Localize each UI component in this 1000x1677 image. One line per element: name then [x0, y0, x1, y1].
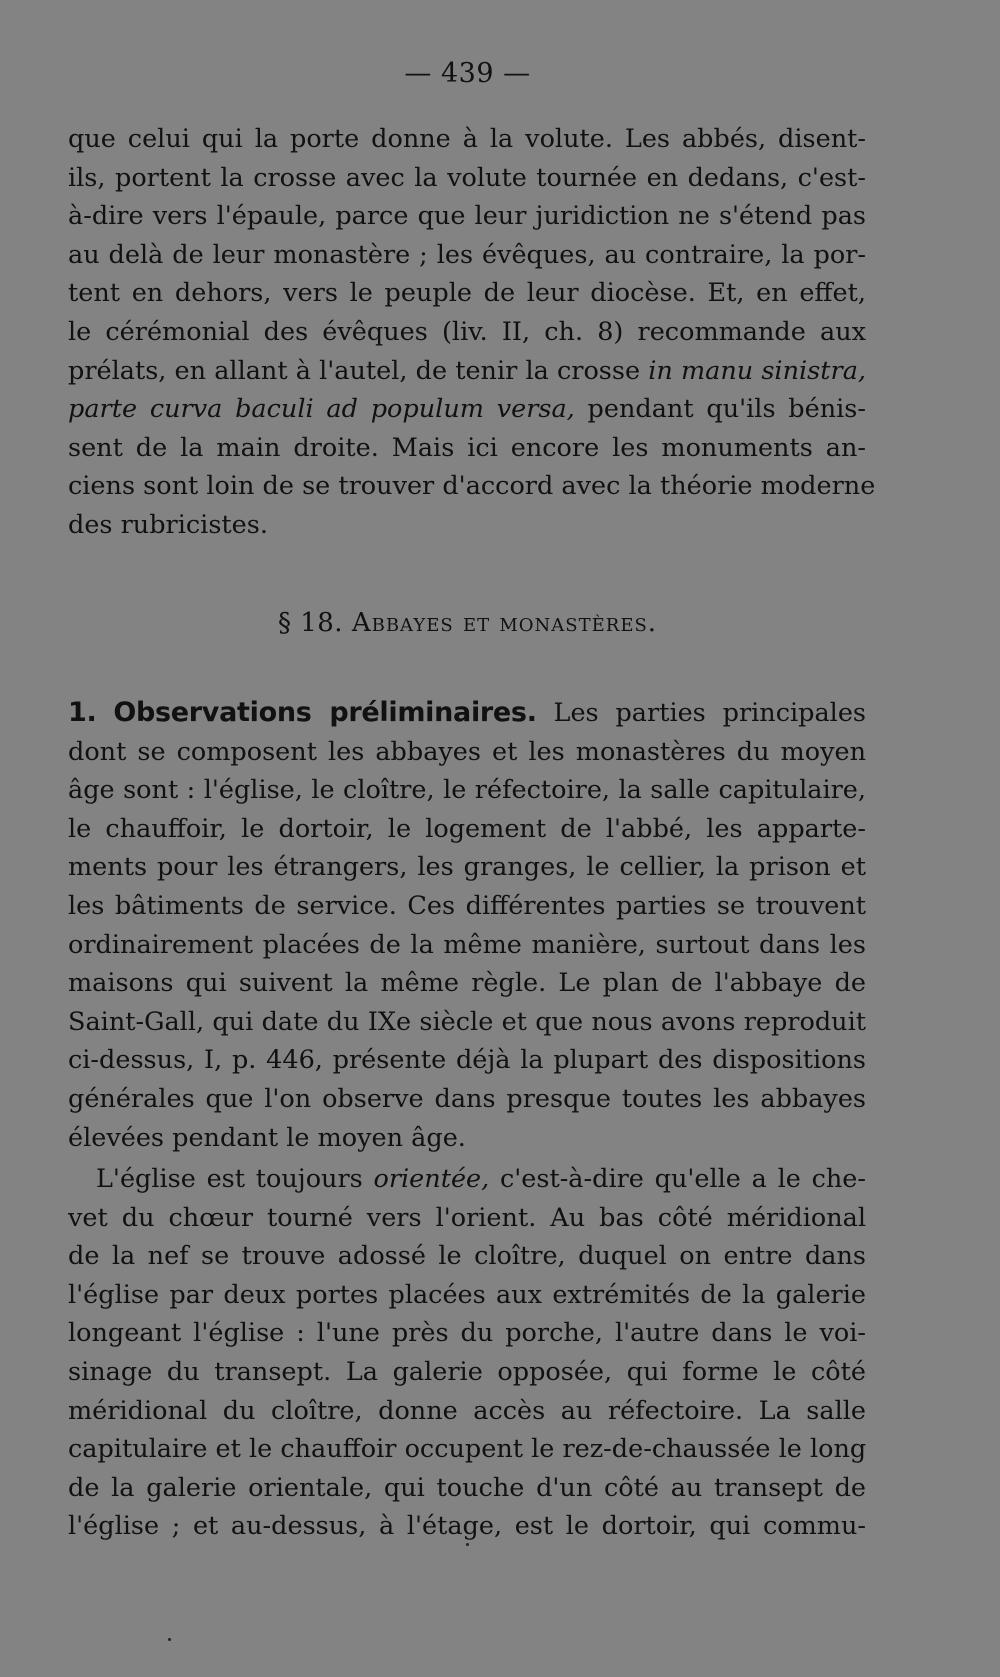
text-line: ments pour les étrangers, les granges, le cellier, la prison et	[68, 852, 866, 883]
text-line	[68, 352, 866, 391]
text-line: sent de la main droite. Mais ici encore les monuments an-	[68, 432, 866, 463]
text-line	[68, 694, 866, 733]
section-number: § 18.	[277, 608, 344, 638]
text-line: le chauffoir, le dortoir, le logement de l'abbé, les apparte-	[68, 813, 866, 844]
text-run: pendant qu'ils bénis-	[574, 394, 866, 425]
text-line: méridional du cloître, donne accès au réfectoire. La salle	[68, 1395, 866, 1426]
text-line: tent en dehors, vers le peuple de leur diocèse. Et, en effet,	[68, 278, 866, 309]
paragraph-eglise	[68, 1160, 866, 1546]
text-line	[68, 1160, 866, 1199]
text-line: de la galerie orientale, qui touche d'un côté au transept de	[68, 1472, 866, 1503]
text-line: maisons qui suivent la même règle. Le plan de l'abbaye de	[68, 968, 866, 999]
page-number: — 439 —	[404, 58, 531, 89]
paragraph-crosse	[68, 120, 876, 545]
subheading-number: 1.	[68, 697, 97, 728]
text-line: ci-dessus, I, p. 446, présente déjà la plupart des dispositions	[68, 1045, 866, 1076]
text-line: ils, portent la crosse avec la volute tournée en dedans, c'est-	[68, 162, 866, 193]
text-line: de la nef se trouve adossé le cloître, duquel on entre dans	[68, 1241, 866, 1272]
text-run: c'est-à-dire qu'elle a le che-	[489, 1164, 866, 1194]
text-line: ciens sont loin de se trouver d'accord avec la théorie moderne	[68, 471, 876, 502]
text-line: dont se composent les abbayes et les monastères du moyen	[68, 736, 866, 767]
text-line: vet du chœur tourné vers l'orient. Au bas côté méridional	[68, 1202, 866, 1233]
text-line: l'église ; et au-dessus, à l'étage, est le dortoir, qui commu-	[68, 1511, 866, 1542]
text-line: à-dire vers l'épaule, parce que leur juridiction ne s'étend pas	[68, 201, 866, 232]
ink-speck	[168, 1638, 171, 1641]
text-line: les bâtiments de service. Ces différentes parties se trouvent	[68, 890, 866, 921]
text-run: L'église est toujours	[96, 1164, 374, 1194]
text-run: prélats, en allant à l'autel, de tenir la crosse	[68, 355, 649, 386]
text-line: des rubricistes.	[68, 509, 268, 540]
text-line: le cérémonial des évêques (liv. II, ch. 8) recommande aux	[68, 316, 866, 347]
text-line: sinage du transept. La galerie opposée, qui forme le côté	[68, 1356, 866, 1387]
text-line: que celui qui la porte donne à la volute. Les abbés, disent-	[68, 124, 866, 154]
text-line: l'église par deux portes placées aux extrémités de la galerie	[68, 1279, 866, 1310]
text-line: élevées pendant le moyen âge.	[68, 1122, 466, 1153]
text-line: âge sont : l'église, le cloître, le réfectoire, la salle capitulaire,	[68, 775, 866, 806]
latin-quote: parte curva baculi ad populum versa,	[68, 394, 575, 425]
paragraph-observations	[68, 694, 866, 1157]
text-line: capitulaire et le chauffoir occupent le rez-de-chaussée le long	[68, 1434, 867, 1465]
italic-term: orientée,	[373, 1164, 490, 1194]
text-line: au delà de leur monastère ; les évêques, au contraire, la por-	[68, 239, 866, 270]
subheading: Observations préliminaires.	[113, 697, 537, 728]
text-line: longeant l'église : l'une près du porche, l'autre dans le voi-	[68, 1318, 866, 1349]
text-line: Saint-Gall, qui date du IXe siècle et que nous avons reproduit	[68, 1006, 866, 1037]
latin-quote: in manu sinistra,	[648, 355, 866, 386]
ink-speck	[466, 1543, 469, 1546]
section-title: Abbayes et monastères.	[351, 608, 658, 638]
text-line: ordinairement placées de la même manière, surtout dans les	[68, 929, 866, 960]
text-run: Les parties principales	[536, 698, 867, 728]
text-line: générales que l'on observe dans presque toutes les abbayes	[68, 1083, 866, 1114]
text-line	[68, 390, 866, 429]
section-heading	[0, 608, 935, 638]
